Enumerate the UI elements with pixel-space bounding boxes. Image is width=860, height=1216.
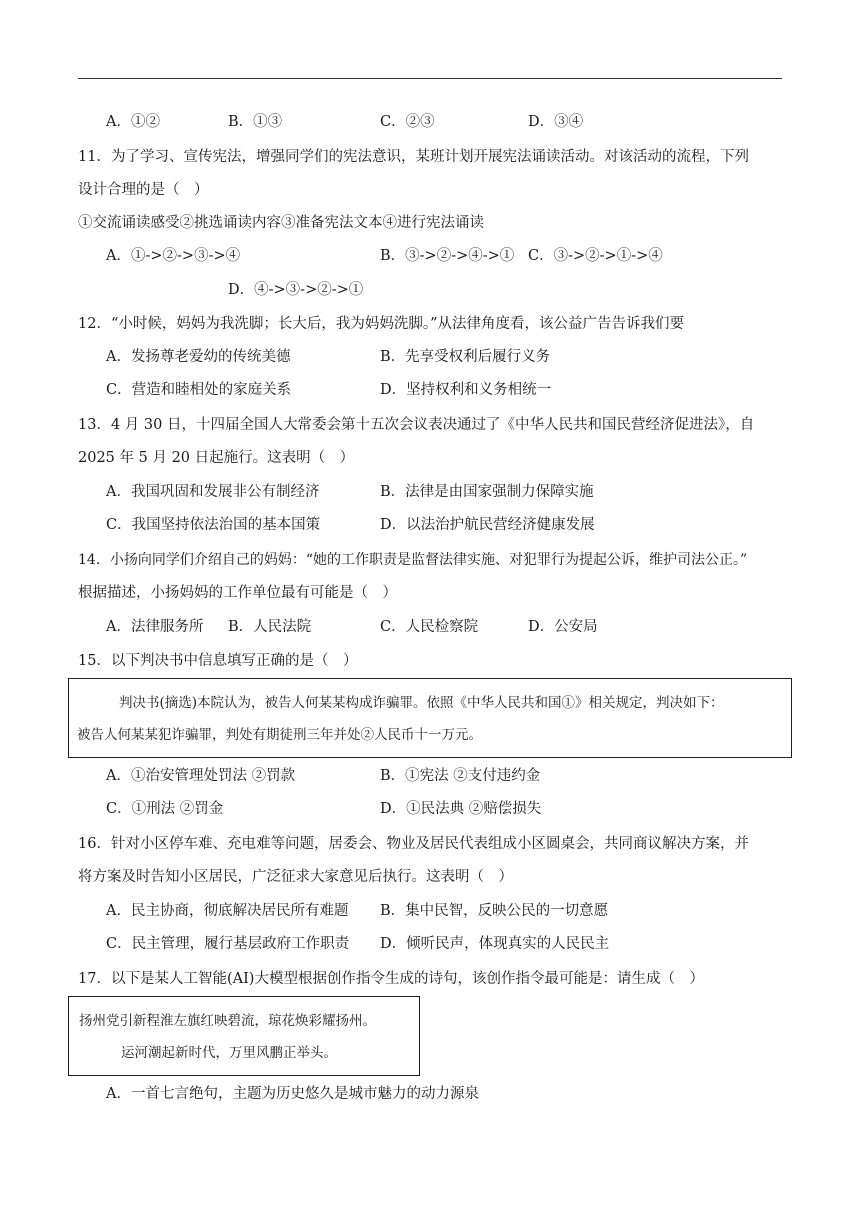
q11-stem-line2: 设计合理的是（ ）	[78, 182, 209, 198]
q14-option-b: B．人民法院	[228, 619, 312, 635]
q17-option-a: A．一首七言绝句，主题为历史悠久是城市魅力的动力源泉	[106, 1086, 479, 1102]
q16-stem-line1: 16．针对小区停车难、充电难等问题，居委会、物业及居民代表组成小区圆桌会，共同商议解决方案，并	[78, 836, 749, 852]
q11-option-d: D．④->③->②->①	[228, 282, 364, 298]
q14-stem-line1: 14．小扬向同学们介绍自己的妈妈：“她的工作职责是监督法律实施、对犯罪行为提起公诉，维护司法公正。”	[78, 552, 748, 568]
q13-option-a: A．我国巩固和发展非公有制经济	[106, 484, 320, 500]
poem-line1: 扬州党引新程淮左旗红映碧流，琼花焕彩耀扬州。	[79, 1013, 376, 1029]
q15-option-c: C．①刑法 ②罚金	[106, 801, 224, 817]
q13-stem-line1: 13．4 月 30 日，十四届全国人大常委会第十五次会议表决通过了《中华人民共和国民营经济促进法》，自	[78, 417, 755, 433]
q12-option-a: A．发扬尊老爱幼的传统美德	[106, 349, 291, 365]
q16-option-b: B．集中民智，反映公民的一切意愿	[380, 903, 609, 919]
judgment-box	[68, 678, 792, 758]
q11-option-c: C．③->②->①->④	[528, 248, 663, 264]
q12-option-b: B．先享受权利后履行义务	[380, 349, 551, 365]
q10-option-b: B．①③	[228, 114, 283, 130]
header-rule	[78, 78, 782, 79]
q15-stem: 15．以下判决书中信息填写正确的是（ ）	[78, 653, 358, 669]
q12-option-d: D．坚持权利和义务相统一	[380, 382, 552, 398]
q15-option-a: A．①治安管理处罚法 ②罚款	[106, 768, 296, 784]
q13-option-c: C．我国坚持依法治国的基本国策	[106, 517, 321, 533]
q15-option-b: B．①宪法 ②支付违约金	[380, 768, 541, 784]
judgment-line1: 判决书(摘选)本院认为，被告人何某某构成诈骗罪。依照《中华人民共和国①》相关规定，判决如下：	[119, 695, 724, 711]
q11-stem-line1: 11．为了学习、宣传宪法，增强同学们的宪法意识，某班计划开展宪法诵读活动。对该活动的流程，下列	[78, 149, 749, 165]
q13-option-d: D．以法治护航民营经济健康发展	[380, 517, 595, 533]
q15-option-d: D．①民法典 ②赔偿损失	[380, 801, 542, 817]
q11-option-b: B．③->②->④->①	[380, 248, 515, 264]
q16-option-d: D．倾听民声，体现真实的人民民主	[380, 936, 610, 952]
q16-option-a: A．民主协商，彻底解决居民所有难题	[106, 903, 349, 919]
q16-stem-line2: 将方案及时告知小区居民，广泛征求大家意见后执行。这表明（ ）	[78, 869, 513, 885]
judgment-line2: 被告人何某某犯诈骗罪，判处有期徒刑三年并处②人民币十一万元。	[77, 727, 482, 743]
q14-stem-line2: 根据描述，小扬妈妈的工作单位最有可能是（ ）	[78, 585, 397, 601]
poem-box	[68, 996, 420, 1076]
q11-option-a: A．①->②->③->④	[106, 248, 241, 264]
q12-stem: 12．“小时候，妈妈为我洗脚；长大后，我为妈妈洗脚。”从法律角度看，该公益广告告诉我们要	[78, 316, 685, 332]
q12-option-c: C．营造和睦相处的家庭关系	[106, 382, 292, 398]
q10-option-c: C．②③	[380, 114, 435, 130]
q13-option-b: B．法律是由国家强制力保障实施	[380, 484, 594, 500]
q17-stem: 17．以下是某人工智能(AI)大模型根据创作指令生成的诗句，该创作指令最可能是：请生成（ ）	[78, 971, 704, 987]
q10-option-a: A．①②	[106, 114, 160, 130]
q11-items: ①交流诵读感受②挑选诵读内容③准备宪法文本④进行宪法诵读	[78, 215, 484, 231]
poem-line2: 运河潮起新时代，万里风鹏正举头。	[121, 1045, 337, 1061]
q14-option-c: C．人民检察院	[380, 619, 479, 635]
q14-option-d: D．公安局	[528, 619, 598, 635]
q13-stem-line2: 2025 年 5 月 20 日起施行。这表明（ ）	[78, 450, 355, 466]
q16-option-c: C．民主管理，履行基层政府工作职责	[106, 936, 350, 952]
q10-option-d: D．③④	[528, 114, 584, 130]
q14-option-a: A．法律服务所	[106, 619, 204, 635]
